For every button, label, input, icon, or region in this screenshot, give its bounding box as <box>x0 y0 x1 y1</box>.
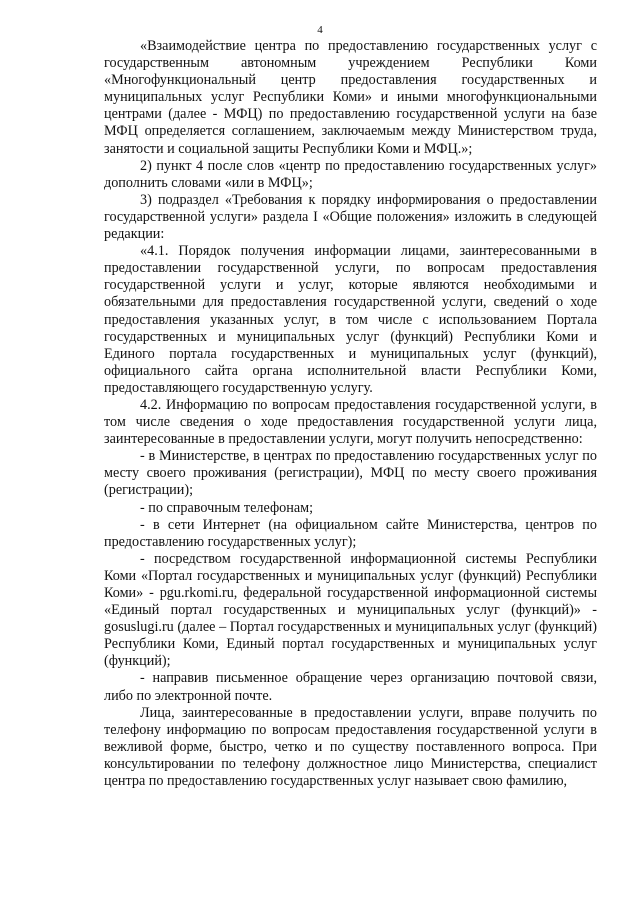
list-item-ministry: - в Министерстве, в центрах по предоставлению государственных услуг по месту своего проживания (регистрации), МФЦ по месту своего проживания (регистрации); <box>104 448 597 499</box>
page-number: 4 <box>317 24 323 36</box>
document-body <box>104 38 597 790</box>
paragraph-item-2: 2) пункт 4 после слов «центр по предоставлению государственных услуг» дополнить словами «или в МФЦ»; <box>104 157 597 191</box>
list-item-phones: - по справочным телефонам; <box>140 499 314 516</box>
paragraph-mfc-interaction: «Взаимодействие центра по предоставлению государственных услуг с государственным автономным учреждением Республики Коми «Многофункциональный центр предоставления государственных и муниципальных услуг Республики Коми» и иными многофункциональными центрами (далее - МФЦ) по предоставлению государственной услуги на базе МФЦ определяется соглашением, заключаемым между Министерством труда, занятости и социальной защиты Республики Коми и МФЦ.»; <box>104 38 597 157</box>
list-item-portal: - посредством государственной информационной системы Республики Коми «Портал государственных и муниципальных услуг (функций) Республики Коми» - pgu.rkomi.ru, федеральной государственной информационной системы «Единый портал государственных и муниципальных услуг (функций)» - gosuslugi.ru (далее – Портал государственных и муниципальных услуг (функций) Республики Коми, Единый портал государственных и муниципальных услуг (функций); <box>104 550 597 670</box>
paragraph-phone-consultation: Лица, заинтересованные в предоставлении услуги, вправе получить по телефону информацию по вопросам предоставления государственной услуги в вежливой форме, быстро, четко и по существу поставленного вопроса. При консультировании по телефону должностное лицо Министерства, специалист центра по предоставлению государственных услуг называет свою фамилию, <box>104 704 597 790</box>
list-item-internet: - в сети Интернет (на официальном сайте Министерства, центров по предоставлению государственных услуг); <box>104 516 597 550</box>
paragraph-item-3: 3) подраздел «Требования к порядку информирования о предоставлении государственной услуги» раздела I «Общие положения» изложить в следующей редакции: <box>104 191 597 243</box>
paragraph-4-2: 4.2. Информацию по вопросам предоставления государственной услуги, в том числе сведения о ходе предоставления государственной услуги лица, заинтересованные в предоставлении услуги, могут получить непосредственно: <box>104 396 597 448</box>
list-item-mail: - направив письменное обращение через организацию почтовой связи, либо по электронной почте. <box>104 670 597 704</box>
paragraph-4-1: «4.1. Порядок получения информации лицами, заинтересованными в предоставлении государственной услуги, по вопросам предоставления государственной услуги и услуг, которые являются необходимыми и обязательными для предоставления государственной услуги, сведений о ходе предоставления указанных услуг, в том числе с использованием Портала государственных и муниципальных услуг (функций) Республики Коми и Единого портала государственных и муниципальных услуг (функций), официального сайта органа исполнительной власти Республики Коми, предоставляющего государственную услугу. <box>104 243 597 396</box>
